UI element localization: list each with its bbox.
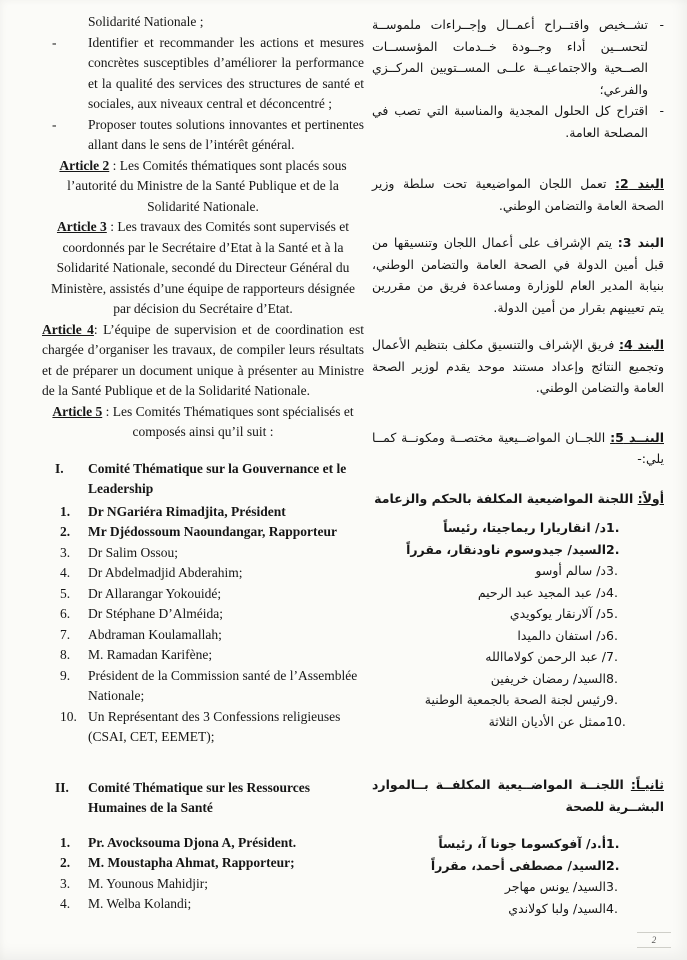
ar-member-row bbox=[372, 689, 636, 711]
fr-member-number: 2. bbox=[60, 855, 71, 870]
fr-member-number: 6. bbox=[60, 606, 71, 621]
ar-bullet-text: تشــخيص واقتــراح أعمــال وإجــراءات ملموســة لتحســين أداء وجــودة خــدمات المؤسســات الصــحية والاجتماعيــة علــى المســتويين المركــزي والفرعي؛ bbox=[372, 17, 648, 97]
ar-clause-text: فريق الإشراف والتنسيق مكلف بتنظيم الأعمال وتجميع النتائج وإعداد مستند موحد يقدم لوزير الصحة العامة والتضامن الوطني. bbox=[372, 337, 664, 395]
ar-member-name: د/ استفان دالميدا bbox=[517, 627, 606, 643]
fr-bullet-item bbox=[42, 115, 364, 156]
ar-member-row bbox=[372, 603, 636, 625]
fr-member-number: 4. bbox=[60, 565, 71, 580]
ar-member-name: د/ سالم أوسو bbox=[535, 563, 606, 578]
ar-member-name: السيد/ ولبا كولاندي bbox=[508, 900, 606, 916]
continuation-line: Solidarité Nationale ; bbox=[88, 14, 204, 29]
ar-member-row bbox=[372, 711, 636, 733]
dash-marker: - bbox=[659, 103, 664, 118]
ar-member-row bbox=[372, 898, 636, 920]
fr-section-heading bbox=[42, 459, 364, 500]
fr-section-numeral: I. bbox=[55, 460, 64, 476]
fr-member-name: M. Ramadan Karifène; bbox=[88, 647, 213, 662]
fr-article-text: Les Comités Thématiques sont spécialisés et composés ainsi qu’il suit : bbox=[112, 403, 354, 439]
fr-bullet-text: Proposer toutes solutions innovantes et pertinentes allant dans le sens de l’intérêt général. bbox=[88, 116, 364, 152]
ar-member-number: 4. bbox=[606, 584, 618, 600]
fr-member-name: M. Welba Kolandi; bbox=[88, 896, 192, 911]
fr-article: Article 4: L’équipe de supervision et de coordination est chargée d’organiser les travaux, de compiler leurs résultats et de préparer un document unique à présenter au Ministre de la Santé Publique et de la Solidarité Nationale. bbox=[42, 321, 364, 398]
ar-member-name: د/ عبد المجيد عبد الرحيم bbox=[477, 584, 606, 600]
ar-member-name: د/ انقاريارا ريماجيتا، رئيساً bbox=[443, 520, 606, 535]
fr-article-label: Article 3 bbox=[56, 219, 107, 234]
fr-member-row bbox=[42, 645, 364, 666]
ar-section-label: ثانيـاً: bbox=[630, 777, 664, 792]
fr-member-name: Dr NGariéra Rimadjita, Président bbox=[88, 503, 286, 519]
fr-member-row bbox=[42, 625, 364, 646]
fr-member-name: Mr Djédossoum Naoundangar, Rapporteur bbox=[88, 524, 338, 539]
fr-article: Article 3 : Les travaux des Comités sont supervisés et coordonnés par le Secrétaire d’Etat à la Santé et à la Solidarité Nationale, secondé du Directeur Général du Ministère, assistés d’une équipe de rapporteurs désignée par décision du Secrétaire d’Etat. bbox=[50, 219, 356, 316]
ar-member-number: 7. bbox=[606, 649, 618, 664]
ar-section-label: أولاً: bbox=[637, 490, 664, 506]
french-column bbox=[42, 12, 364, 915]
fr-article-text: Les travaux des Comités sont supervisés et coordonnés par le Secrétaire d’Etat à la Santé et à la Solidarité Nationale, secondé du Directeur Général du Ministère, assistés d’une équipe de rapporteurs désignée par décision du Secrétaire d’Etat. bbox=[50, 219, 356, 316]
arabic-bullet-list bbox=[372, 14, 664, 143]
ar-section-title: اللجنة المواضيعية المكلفة بالحكم والزعامة bbox=[374, 490, 634, 506]
french-bullet-list bbox=[42, 33, 364, 156]
ar-clause-label: البنــد 5: bbox=[610, 429, 664, 445]
ar-member-number: 1. bbox=[606, 836, 620, 851]
ar-member-number: 8. bbox=[606, 670, 618, 686]
ar-clause bbox=[372, 427, 664, 470]
fr-member-number: 4. bbox=[60, 896, 71, 911]
fr-member-name: Dr Allarangar Yokouidé; bbox=[88, 585, 222, 601]
fr-article: Article 5 : Les Comités Thématiques sont spécialisés et composés ainsi qu’il suit : bbox=[52, 403, 354, 439]
fr-member-row bbox=[42, 604, 364, 625]
dash-marker: - bbox=[52, 116, 57, 132]
ar-clause bbox=[372, 232, 664, 318]
ar-clause bbox=[372, 173, 664, 216]
ar-clause-label: البند 4: bbox=[618, 337, 664, 352]
fr-section-numeral: II. bbox=[55, 779, 69, 795]
ar-member-number: 4. bbox=[606, 900, 618, 916]
fr-member-row bbox=[42, 894, 364, 915]
ar-member-row bbox=[372, 668, 636, 690]
fr-member-name: Pr. Avocksouma Djona A, Président. bbox=[88, 834, 297, 850]
fr-article-text: Les Comités thématiques sont placés sous l’autorité du Ministre de la Santé Publique et de la Solidarité Nationale. bbox=[67, 157, 347, 214]
ar-member-row bbox=[372, 876, 636, 898]
ar-member-row bbox=[372, 517, 636, 539]
fr-member-number: 2. bbox=[60, 524, 71, 539]
fr-article-text: L’équipe de supervision et de coordination est chargée d’organiser les travaux, de compiler leurs résultats et de préparer un document unique à présenter au Ministre de la Santé Publique et de la Solidarité Nationale. bbox=[42, 321, 364, 398]
fr-member-row bbox=[42, 563, 364, 584]
fr-article-label: Article 5 bbox=[52, 403, 103, 419]
ar-member-row bbox=[372, 539, 636, 561]
ar-section-heading bbox=[372, 488, 664, 510]
fr-section bbox=[42, 778, 364, 915]
fr-member-number: 3. bbox=[60, 544, 71, 560]
ar-member-number: 5. bbox=[606, 606, 618, 621]
ar-member-row bbox=[372, 582, 636, 604]
fr-member-name: Dr Salim Ossou; bbox=[88, 544, 179, 560]
fr-member-name: Abdraman Koulamallah; bbox=[88, 626, 222, 642]
arabic-sections bbox=[372, 488, 664, 920]
ar-member-name: السيد/ جيدوسوم ناودنقار، مقرراً bbox=[406, 541, 606, 557]
fr-section bbox=[42, 459, 364, 748]
ar-member-number: 3. bbox=[606, 879, 618, 894]
ar-member-number: 6. bbox=[606, 627, 618, 643]
fr-section-heading bbox=[42, 778, 364, 819]
ar-clause-text: يتم الإشراف على أعمال اللجان وتنسيقها من قبل أمين الدولة في الصحة العامة والتضامن الوطني، بنيابة المدير العام للوزارة ومساعدة فريق من مقررين يتم تعيينهم بقرار من أمين الدولة. bbox=[372, 235, 664, 315]
ar-member-number: 9. bbox=[606, 692, 618, 707]
fr-member-number: 1. bbox=[60, 834, 71, 850]
ar-member-name: أ.د/ آفوكسوما جونا آ، رئيساً bbox=[438, 836, 606, 851]
ar-member-number: 2. bbox=[606, 541, 620, 557]
ar-clause-label: البند 3: bbox=[617, 235, 664, 250]
ar-member-row bbox=[372, 646, 636, 668]
fr-member-row bbox=[42, 853, 364, 874]
arabic-column bbox=[372, 14, 664, 919]
fr-member-number: 10. bbox=[60, 708, 77, 724]
fr-member-name: Dr Stéphane D’Alméida; bbox=[88, 606, 223, 621]
ar-section-heading bbox=[372, 774, 664, 817]
ar-bullet-text: اقتراح كل الحلول المجدية والمناسبة التي تصب في المصلحة العامة. bbox=[372, 103, 648, 140]
ar-member-number: 10. bbox=[606, 713, 626, 729]
ar-member-row bbox=[372, 625, 636, 647]
fr-member-number: 5. bbox=[60, 585, 71, 601]
fr-member-row bbox=[42, 833, 364, 854]
fr-member-number: 8. bbox=[60, 647, 71, 662]
arabic-clauses bbox=[372, 173, 664, 470]
ar-member-name: السيد/ رمضان خريفين bbox=[490, 670, 606, 686]
fr-member-row bbox=[42, 543, 364, 564]
fr-member-row bbox=[42, 584, 364, 605]
ar-member-name: / عبد الرحمن كولاماالله bbox=[485, 649, 606, 664]
fr-member-number: 1. bbox=[60, 503, 71, 519]
ar-member-row bbox=[372, 560, 636, 582]
fr-member-name: M. Moustapha Ahmat, Rapporteur; bbox=[88, 855, 295, 870]
fr-member-row bbox=[42, 874, 364, 895]
ar-bullet-item bbox=[372, 14, 664, 100]
ar-member-name: السيد/ يونس مهاجر bbox=[504, 879, 606, 894]
french-articles bbox=[42, 156, 364, 443]
ar-clause-label: البند 2: bbox=[614, 176, 664, 191]
fr-bullet-text: Identifier et recommander les actions et mesures concrètes susceptibles d’améliorer la performance et la qualité des services des structures de santé et sociales, aux niveaux central et déconcentré ; bbox=[88, 34, 364, 111]
ar-section-title: اللجنــة المواضــيعية المكلفــة بــالموارد البشــرية للصحة bbox=[372, 777, 664, 814]
ar-member-number: 2. bbox=[606, 857, 620, 873]
fr-article: Article 2 : Les Comités thématiques sont placés sous l’autorité du Ministre de la Santé Publique et de la Solidarité Nationale. bbox=[59, 157, 347, 214]
fr-member-number: 3. bbox=[60, 875, 71, 891]
page-number-value: 2 bbox=[651, 935, 657, 945]
ar-member-row bbox=[372, 833, 636, 855]
ar-bullet-item bbox=[372, 100, 664, 143]
dash-marker: - bbox=[52, 34, 57, 50]
ar-member-name: السيد/ مصطفى أحمد، مقرراً bbox=[430, 857, 606, 873]
ar-section bbox=[372, 774, 664, 919]
fr-article-label: Article 2 bbox=[59, 157, 110, 173]
fr-section-title: Comité Thématique sur les Ressources Humaines de la Santé bbox=[88, 779, 310, 815]
fr-member-row bbox=[42, 666, 364, 707]
fr-member-number: 7. bbox=[60, 626, 71, 642]
fr-bullet-item bbox=[42, 33, 364, 115]
ar-clause-text: اللجــان المواضــيعية مختصــة ومكونــة كمــا يلي:- bbox=[372, 429, 664, 466]
ar-member-number: 3. bbox=[606, 563, 618, 578]
fr-member-name: Un Représentant des 3 Confessions religieuses (CSAI, CET, EEMET); bbox=[88, 708, 341, 744]
fr-member-row bbox=[42, 707, 364, 748]
ar-member-name: د/ آلارنقار يوكويدي bbox=[509, 606, 606, 621]
ar-member-number: 1. bbox=[606, 520, 620, 535]
ar-clause-text: تعمل اللجان المواضيعية تحت سلطة وزير الصحة العامة والتضامن الوطني. bbox=[372, 176, 664, 213]
fr-member-name: Dr Abdelmadjid Abderahim; bbox=[88, 565, 243, 580]
ar-clause bbox=[372, 334, 664, 399]
fr-member-row bbox=[42, 502, 364, 523]
ar-member-name: رئيس لجنة الصحة بالجمعية الوطنية bbox=[424, 692, 606, 707]
dash-marker: - bbox=[659, 17, 664, 32]
fr-member-name: Président de la Commission santé de l’Assemblée Nationale; bbox=[88, 667, 358, 703]
ar-member-name: ممثل عن الأديان الثلاثة bbox=[488, 713, 606, 729]
fr-article-label: Article 4 bbox=[42, 321, 94, 337]
fr-member-row bbox=[42, 522, 364, 543]
french-sections bbox=[42, 459, 364, 915]
ar-member-row bbox=[372, 855, 636, 877]
fr-section-title: Comité Thématique sur la Gouvernance et le Leadership bbox=[88, 460, 347, 496]
ar-section bbox=[372, 488, 664, 733]
fr-member-number: 9. bbox=[60, 667, 71, 683]
fr-member-name: M. Younous Mahidjir; bbox=[88, 875, 209, 891]
page-number bbox=[637, 932, 671, 948]
